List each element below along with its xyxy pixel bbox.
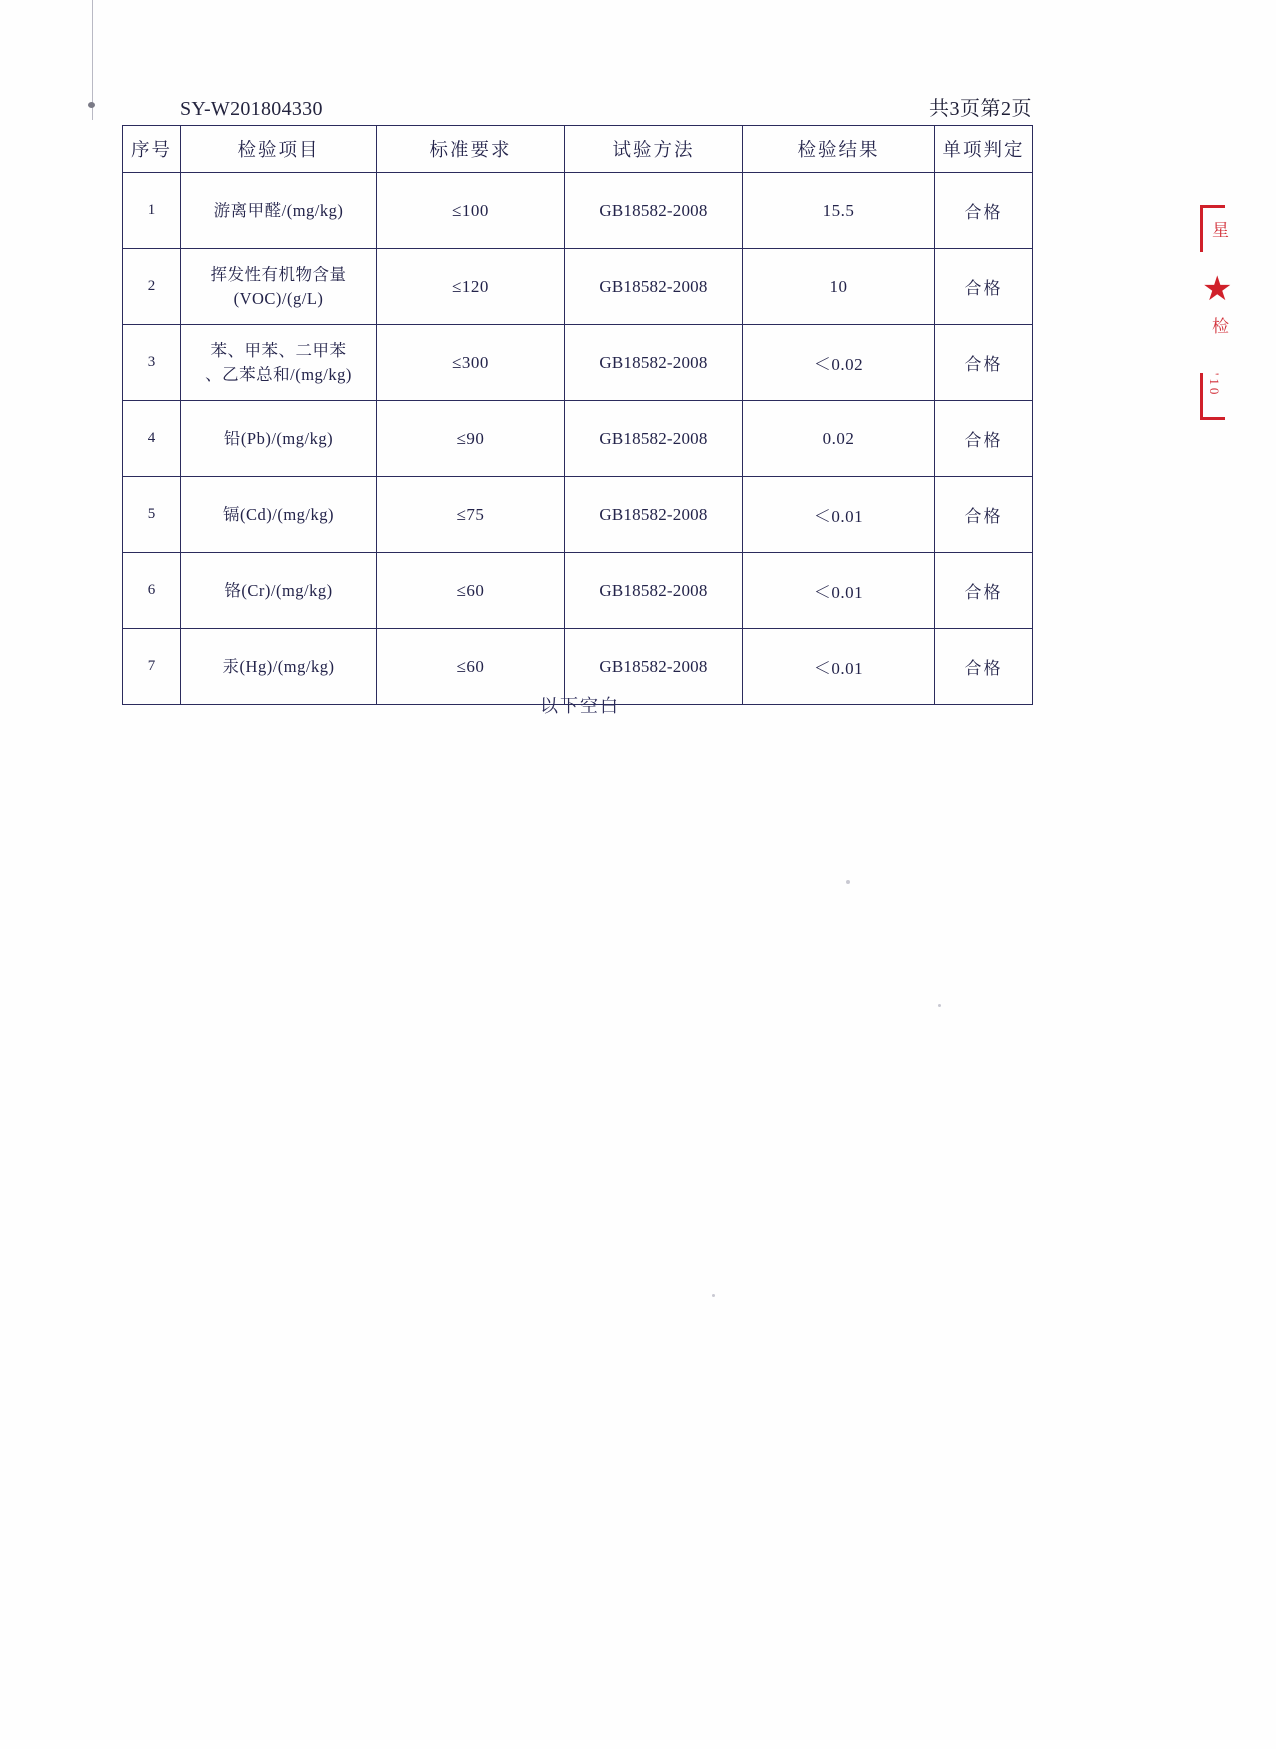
inspection-item-line: 镉(Cd)/(mg/kg) <box>223 504 334 524</box>
standard-requirement: ≤90 <box>377 401 565 477</box>
standard-requirement: ≤60 <box>377 553 565 629</box>
inspection-item-line: (VOC)/(g/L) <box>233 288 324 308</box>
column-header-item: 检验项目 <box>181 126 377 173</box>
test-result: 10 <box>743 249 935 325</box>
scan-speck <box>846 880 850 884</box>
test-result: 0.02 <box>743 401 935 477</box>
inspection-item <box>181 477 377 553</box>
inspection-item-line: 苯、甲苯、二甲苯 <box>210 340 347 360</box>
test-result: ＜0.01 <box>743 477 935 553</box>
table-row <box>123 477 1033 553</box>
inspection-item-line: 铬(Cr)/(mg/kg) <box>224 580 333 600</box>
test-method: GB18582-2008 <box>565 629 743 705</box>
item-judgement: 合格 <box>935 553 1033 629</box>
inspection-item <box>181 401 377 477</box>
punch-mark <box>88 102 95 108</box>
row-index: 6 <box>123 553 181 629</box>
inspection-item-line: 游离甲醛/(mg/kg) <box>213 200 344 220</box>
test-result: 15.5 <box>743 173 935 249</box>
column-header-result: 检验结果 <box>743 126 935 173</box>
scan-speck <box>712 1294 715 1297</box>
test-result: ＜0.02 <box>743 325 935 401</box>
inspection-item <box>181 629 377 705</box>
stamp-character: 星 <box>1209 221 1228 241</box>
column-header-no: 序号 <box>123 126 181 173</box>
row-index: 2 <box>123 249 181 325</box>
test-result: ＜0.01 <box>743 553 935 629</box>
test-method: GB18582-2008 <box>565 401 743 477</box>
standard-requirement: ≤300 <box>377 325 565 401</box>
star-icon: ★ <box>1202 271 1233 308</box>
page-number-label: 共3页第2页 <box>929 98 1032 120</box>
inspection-item-line: 、乙苯总和/(mg/kg) <box>205 364 352 384</box>
inspection-item <box>181 325 377 401</box>
item-judgement: 合格 <box>935 401 1033 477</box>
blank-below-note: 以下空白 <box>540 696 620 716</box>
standard-requirement: ≤60 <box>377 629 565 705</box>
test-method: GB18582-2008 <box>565 477 743 553</box>
inspection-item <box>181 249 377 325</box>
report-code: SY-W201804330 <box>180 98 323 120</box>
standard-requirement: ≤100 <box>377 173 565 249</box>
table-row <box>123 553 1033 629</box>
item-judgement: 合格 <box>935 629 1033 705</box>
stamp-character: 检 <box>1209 317 1228 337</box>
table-row <box>123 173 1033 249</box>
item-judgement: 合格 <box>935 173 1033 249</box>
test-method: GB18582-2008 <box>565 553 743 629</box>
stamp-character: '10 <box>1207 373 1222 398</box>
column-header-method: 试验方法 <box>565 126 743 173</box>
table-row <box>123 249 1033 325</box>
test-method: GB18582-2008 <box>565 249 743 325</box>
table-header-row <box>123 126 1033 173</box>
standard-requirement: ≤75 <box>377 477 565 553</box>
document-header <box>122 92 1032 121</box>
column-header-judgement: 单项判定 <box>935 126 1033 173</box>
test-method: GB18582-2008 <box>565 173 743 249</box>
table-row <box>123 325 1033 401</box>
inspection-item <box>181 173 377 249</box>
item-judgement: 合格 <box>935 325 1033 401</box>
table-row <box>123 401 1033 477</box>
red-seal-stamp <box>1198 205 1258 420</box>
test-method: GB18582-2008 <box>565 325 743 401</box>
row-index: 1 <box>123 173 181 249</box>
column-header-standard: 标准要求 <box>377 126 565 173</box>
inspection-item <box>181 553 377 629</box>
standard-requirement: ≤120 <box>377 249 565 325</box>
item-judgement: 合格 <box>935 477 1033 553</box>
inspection-item-line: 汞(Hg)/(mg/kg) <box>222 656 335 676</box>
inspection-item-line: 挥发性有机物含量 <box>210 264 347 284</box>
scan-speck <box>938 1004 941 1007</box>
inspection-results-table <box>122 125 1032 705</box>
test-result: ＜0.01 <box>743 629 935 705</box>
row-index: 3 <box>123 325 181 401</box>
item-judgement: 合格 <box>935 249 1033 325</box>
row-index: 5 <box>123 477 181 553</box>
row-index: 7 <box>123 629 181 705</box>
inspection-item-line: 铅(Pb)/(mg/kg) <box>223 428 334 448</box>
row-index: 4 <box>123 401 181 477</box>
